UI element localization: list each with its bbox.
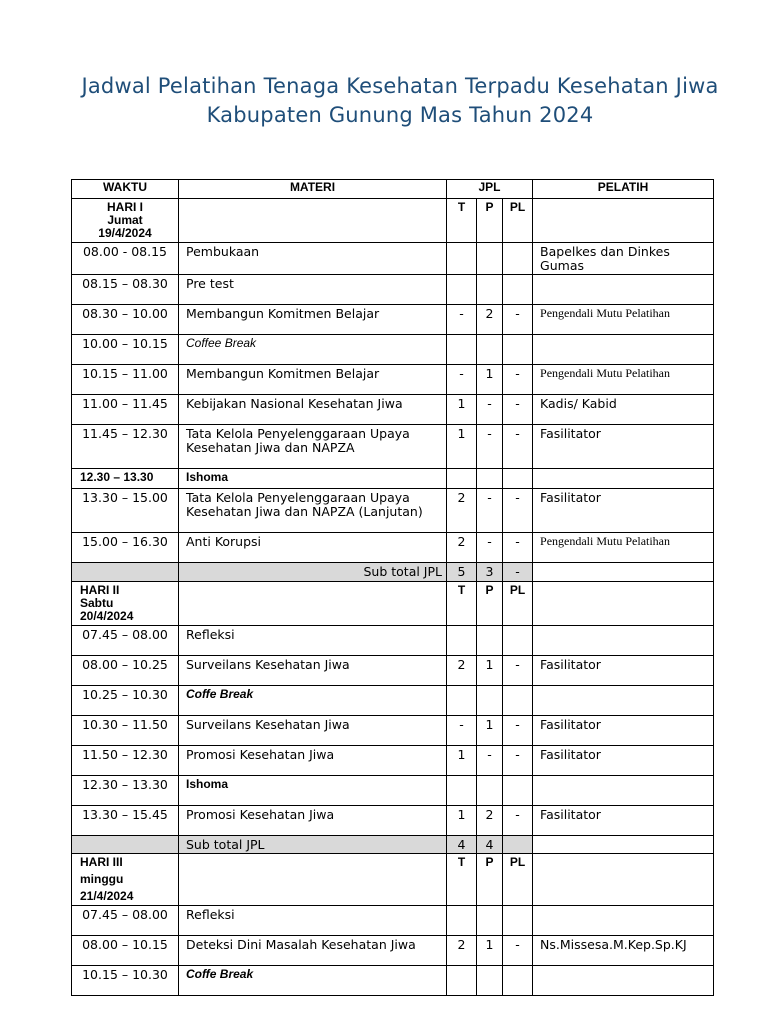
time-cell: 07.45 – 08.00 (72, 625, 179, 655)
jpl-pl-cell: - (503, 936, 533, 966)
jpl-t-cell: - (447, 305, 477, 335)
materi-cell: Kebijakan Nasional Kesehatan Jiwa (179, 395, 447, 425)
pelatih-cell: Pengendali Mutu Pelatihan (533, 305, 714, 335)
jpl-pl-cell: - (503, 745, 533, 775)
day-name: minggu (80, 872, 124, 886)
jpl-pl-cell: - (503, 805, 533, 835)
coffee-break-cell: Coffee Break (179, 335, 447, 365)
time-cell: 12.30 – 13.30 (72, 775, 179, 805)
time-cell: 10.25 – 10.30 (72, 685, 179, 715)
pelatih-cell (533, 335, 714, 365)
table-row (72, 275, 714, 305)
pelatih-cell (533, 906, 714, 936)
time-cell: 13.30 – 15.00 (72, 489, 179, 533)
time-cell: 08.15 – 08.30 (72, 275, 179, 305)
table-row (72, 715, 714, 745)
schedule-body (72, 199, 714, 996)
jpl-p-header: P (477, 854, 503, 906)
table-row (72, 305, 714, 335)
jpl-p-cell: 2 (477, 805, 503, 835)
jpl-pl-cell (503, 966, 533, 996)
jpl-p-header: P (477, 581, 503, 625)
materi-cell (179, 581, 447, 625)
subtotal-row (72, 563, 714, 582)
table-row (72, 655, 714, 685)
subtotal-blank (72, 563, 179, 582)
jpl-t-cell: 2 (447, 655, 477, 685)
day-name: Jumat (107, 213, 143, 227)
time-cell: 08.00 – 10.15 (72, 936, 179, 966)
materi-cell: Tata Kelola Penyelenggaraan Upaya Kesehatan Jiwa dan NAPZA (179, 425, 447, 469)
header-pelatih: PELATIH (533, 180, 714, 199)
pelatih-cell: Ns.Missesa.M.Kep.Sp.KJ (533, 936, 714, 966)
header-materi: MATERI (179, 180, 447, 199)
jpl-p-cell: 1 (477, 655, 503, 685)
time-cell: 08.30 – 10.00 (72, 305, 179, 335)
pelatih-cell: Fasilitator (533, 745, 714, 775)
pelatih-cell (533, 581, 714, 625)
jpl-p-cell (477, 625, 503, 655)
document-subtitle: Kabupaten Gunung Mas Tahun 2024 (206, 103, 594, 127)
materi-cell: Deteksi Dini Masalah Kesehatan Jiwa (179, 936, 447, 966)
jpl-t-cell (447, 625, 477, 655)
materi-cell: Promosi Kesehatan Jiwa (179, 745, 447, 775)
ishoma-cell: Ishoma (179, 775, 447, 805)
materi-cell: Refleksi (179, 625, 447, 655)
time-cell: 11.45 – 12.30 (72, 425, 179, 469)
pelatih-cell: Fasilitator (533, 805, 714, 835)
time-cell: 10.15 – 11.00 (72, 365, 179, 395)
jpl-t-cell (447, 966, 477, 996)
time-cell: 08.00 – 10.25 (72, 655, 179, 685)
materi-cell: Anti Korupsi (179, 533, 447, 563)
header-waktu: WAKTU (72, 180, 179, 199)
pelatih-cell (533, 625, 714, 655)
jpl-p-cell: - (477, 395, 503, 425)
materi-cell (179, 199, 447, 243)
jpl-pl-cell (503, 243, 533, 275)
materi-cell: Surveilans Kesehatan Jiwa (179, 715, 447, 745)
jpl-pl-cell (503, 335, 533, 365)
pelatih-cell: Pengendali Mutu Pelatihan (533, 365, 714, 395)
materi-cell: Promosi Kesehatan Jiwa (179, 805, 447, 835)
jpl-t-cell (447, 775, 477, 805)
day-number: HARI III (80, 855, 123, 869)
jpl-t-cell (447, 275, 477, 305)
jpl-t-cell: 2 (447, 489, 477, 533)
time-cell: 10.00 – 10.15 (72, 335, 179, 365)
materi-cell: Refleksi (179, 906, 447, 936)
table-row (72, 775, 714, 805)
table-row (72, 395, 714, 425)
subtotal-label: Sub total JPL (179, 835, 447, 854)
ishoma-cell: Ishoma (179, 469, 447, 489)
subtotal-pelatih-blank (533, 835, 714, 854)
pelatih-cell: Fasilitator (533, 715, 714, 745)
day-number: HARI I (107, 200, 143, 214)
day-date: 20/4/2024 (80, 608, 134, 623)
pelatih-cell (533, 966, 714, 996)
pelatih-cell: Pengendali Mutu Pelatihan (533, 533, 714, 563)
jpl-pl-cell: - (503, 425, 533, 469)
pelatih-cell (533, 685, 714, 715)
table-row (72, 365, 714, 395)
table-header-row (72, 180, 714, 199)
jpl-t-cell: 2 (447, 936, 477, 966)
table-row (72, 243, 714, 275)
pelatih-cell (533, 199, 714, 243)
jpl-p-cell: 1 (477, 936, 503, 966)
time-cell: 13.30 – 15.45 (72, 805, 179, 835)
schedule-table (71, 179, 714, 996)
jpl-pl-cell (503, 625, 533, 655)
jpl-p-cell (477, 775, 503, 805)
jpl-p-cell (477, 906, 503, 936)
jpl-p-cell (477, 275, 503, 305)
table-row (72, 805, 714, 835)
table-row (72, 685, 714, 715)
jpl-pl-cell (503, 469, 533, 489)
subtotal-pl (503, 835, 533, 854)
time-cell: 10.30 – 11.50 (72, 715, 179, 745)
jpl-p-cell: - (477, 745, 503, 775)
materi-cell: Surveilans Kesehatan Jiwa (179, 655, 447, 685)
jpl-pl-cell (503, 775, 533, 805)
table-row (72, 469, 714, 489)
day-label-cell (72, 199, 179, 243)
day-label-cell (72, 854, 179, 906)
jpl-pl-cell: - (503, 655, 533, 685)
jpl-t-cell: 1 (447, 745, 477, 775)
jpl-pl-cell (503, 685, 533, 715)
time-cell: 11.00 – 11.45 (72, 395, 179, 425)
jpl-p-header: P (477, 199, 503, 243)
jpl-t-cell: 1 (447, 805, 477, 835)
pelatih-cell: Bapelkes dan Dinkes Gumas (533, 243, 714, 275)
materi-cell: Membangun Komitmen Belajar (179, 305, 447, 335)
jpl-pl-cell: - (503, 305, 533, 335)
materi-cell: Pembukaan (179, 243, 447, 275)
jpl-p-cell: 1 (477, 365, 503, 395)
pelatih-cell: Kadis/ Kabid (533, 395, 714, 425)
jpl-pl-header: PL (503, 854, 533, 906)
table-row (72, 745, 714, 775)
jpl-p-cell: 2 (477, 305, 503, 335)
day-date: 21/4/2024 (80, 889, 134, 903)
table-row (72, 425, 714, 469)
jpl-p-cell: - (477, 489, 503, 533)
coffee-break-cell: Coffe Break (179, 966, 447, 996)
jpl-pl-cell: - (503, 489, 533, 533)
table-row (72, 625, 714, 655)
time-cell: 11.50 – 12.30 (72, 745, 179, 775)
jpl-p-cell: 1 (477, 715, 503, 745)
pelatih-cell: Fasilitator (533, 655, 714, 685)
pelatih-cell: Fasilitator (533, 489, 714, 533)
pelatih-cell (533, 854, 714, 906)
jpl-t-cell: 1 (447, 395, 477, 425)
subtotal-row (72, 835, 714, 854)
document-header (0, 74, 768, 128)
subtotal-label: Sub total JPL (179, 563, 447, 582)
day-date: 19/4/2024 (98, 226, 152, 240)
time-cell: 07.45 – 08.00 (72, 906, 179, 936)
jpl-t-cell: - (447, 715, 477, 745)
table-row (72, 489, 714, 533)
jpl-t-cell (447, 469, 477, 489)
subtotal-pl: - (503, 563, 533, 582)
materi-cell (179, 854, 447, 906)
jpl-t-header: T (447, 854, 477, 906)
document-title: Jadwal Pelatihan Tenaga Kesehatan Terpadu Kesehatan Jiwa (81, 74, 719, 98)
jpl-t-cell: 2 (447, 533, 477, 563)
materi-cell: Membangun Komitmen Belajar (179, 365, 447, 395)
day-name: Sabtu (80, 595, 114, 610)
jpl-t-cell (447, 335, 477, 365)
jpl-pl-header: PL (503, 199, 533, 243)
jpl-p-cell (477, 335, 503, 365)
jpl-t-cell (447, 906, 477, 936)
subtotal-p: 3 (477, 563, 503, 582)
jpl-p-cell: - (477, 533, 503, 563)
jpl-pl-cell (503, 906, 533, 936)
header-jpl: JPL (447, 180, 533, 199)
day-label-cell (72, 581, 179, 625)
jpl-pl-cell: - (503, 395, 533, 425)
jpl-t-cell (447, 685, 477, 715)
pelatih-cell (533, 275, 714, 305)
table-row (72, 966, 714, 996)
pelatih-cell (533, 469, 714, 489)
jpl-pl-cell (503, 275, 533, 305)
table-row (72, 936, 714, 966)
day-header-row (72, 854, 714, 906)
day-header-row (72, 581, 714, 625)
subtotal-p: 4 (477, 835, 503, 854)
time-cell: 12.30 – 13.30 (72, 469, 179, 489)
jpl-pl-cell: - (503, 715, 533, 745)
table-row (72, 335, 714, 365)
time-cell: 15.00 – 16.30 (72, 533, 179, 563)
jpl-t-cell (447, 243, 477, 275)
jpl-t-cell: - (447, 365, 477, 395)
subtotal-blank (72, 835, 179, 854)
table-row (72, 906, 714, 936)
pelatih-cell (533, 775, 714, 805)
jpl-pl-cell: - (503, 533, 533, 563)
coffee-break-cell: Coffe Break (179, 685, 447, 715)
jpl-p-cell: - (477, 425, 503, 469)
day-header-row (72, 199, 714, 243)
jpl-p-cell (477, 685, 503, 715)
time-cell: 10.15 – 10.30 (72, 966, 179, 996)
jpl-t-header: T (447, 581, 477, 625)
subtotal-pelatih-blank (533, 563, 714, 582)
time-cell: 08.00 - 08.15 (72, 243, 179, 275)
subtotal-t: 5 (447, 563, 477, 582)
jpl-pl-header: PL (503, 581, 533, 625)
jpl-p-cell (477, 469, 503, 489)
table-row (72, 533, 714, 563)
pelatih-cell: Fasilitator (533, 425, 714, 469)
materi-cell: Tata Kelola Penyelenggaraan Upaya Kesehatan Jiwa dan NAPZA (Lanjutan) (179, 489, 447, 533)
subtotal-t: 4 (447, 835, 477, 854)
jpl-p-cell (477, 243, 503, 275)
materi-cell: Pre test (179, 275, 447, 305)
jpl-t-cell: 1 (447, 425, 477, 469)
day-number: HARI II (80, 582, 120, 597)
jpl-t-header: T (447, 199, 477, 243)
jpl-p-cell (477, 966, 503, 996)
jpl-pl-cell: - (503, 365, 533, 395)
